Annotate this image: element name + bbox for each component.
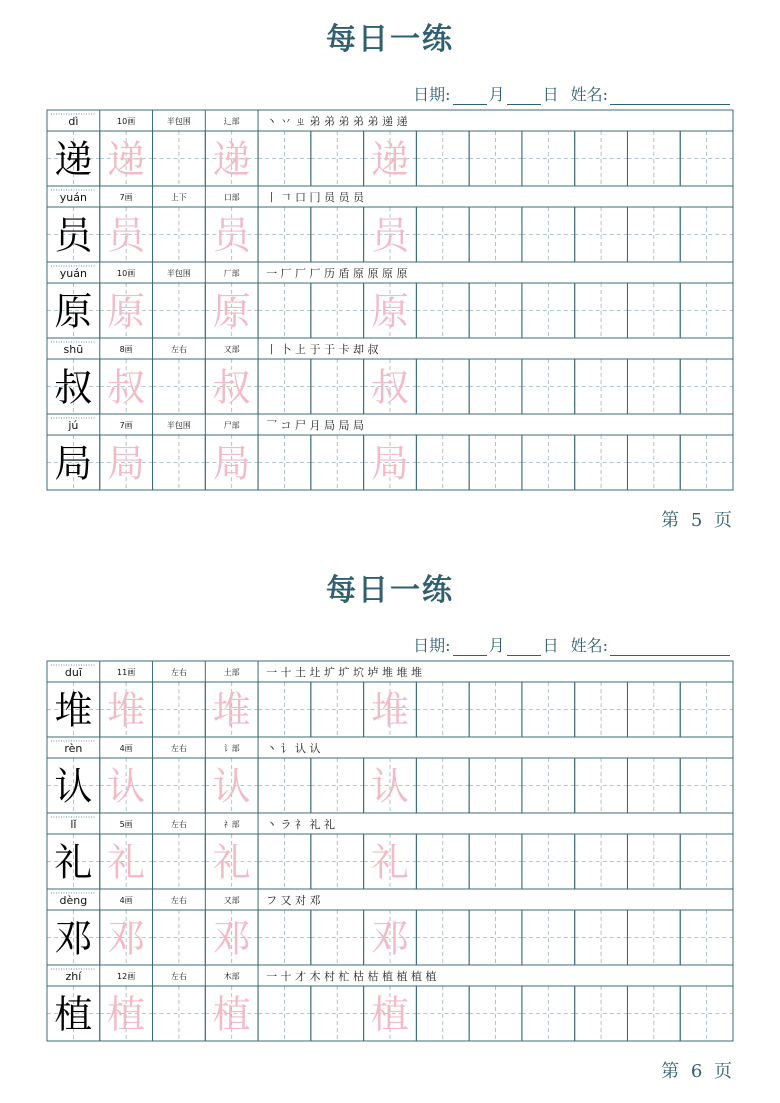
structure-label: 左右 bbox=[170, 896, 187, 905]
practice-cell[interactable] bbox=[258, 131, 311, 186]
trace-character: 员 bbox=[370, 213, 410, 258]
practice-cell[interactable] bbox=[522, 682, 575, 737]
practice-cell[interactable] bbox=[311, 986, 364, 1041]
model-character: 员 bbox=[54, 213, 93, 258]
pinyin-label: lǐ bbox=[70, 818, 77, 831]
pinyin-label: yuán bbox=[59, 191, 87, 204]
practice-cell[interactable] bbox=[258, 834, 311, 889]
trace-character: 礼 bbox=[370, 840, 410, 885]
radical-label: 又部 bbox=[223, 896, 240, 905]
practice-cell[interactable] bbox=[627, 283, 680, 338]
practice-cell[interactable] bbox=[522, 131, 575, 186]
practice-cell[interactable] bbox=[205, 910, 258, 965]
stroke-order: 丶 ラ 礻 礼 礼 bbox=[266, 818, 336, 831]
practice-cell[interactable] bbox=[469, 910, 522, 965]
practice-cell[interactable] bbox=[627, 682, 680, 737]
pinyin-label: zhí bbox=[65, 970, 82, 983]
info-strip bbox=[47, 186, 733, 207]
practice-cell[interactable] bbox=[100, 283, 153, 338]
stroke-order: 丶 丷 ㄓ 弟 弟 弟 弟 弟 递 递 bbox=[266, 115, 408, 128]
info-strip bbox=[47, 414, 733, 435]
stroke-order: 一 厂 厂 厂 历 盾 原 原 原 原 bbox=[266, 267, 408, 280]
practice-cell[interactable] bbox=[416, 910, 469, 965]
radical-label: 土部 bbox=[223, 668, 240, 677]
trace-character: 原 bbox=[212, 289, 251, 334]
practice-cell[interactable] bbox=[416, 131, 469, 186]
structure-label: 半包围 bbox=[166, 117, 191, 126]
stroke-count: 4画 bbox=[119, 896, 133, 905]
practice-cell[interactable] bbox=[575, 283, 628, 338]
trace-character: 认 bbox=[107, 764, 146, 809]
model-character: 叔 bbox=[54, 365, 93, 410]
practice-cell[interactable] bbox=[627, 758, 680, 813]
practice-cell[interactable] bbox=[522, 359, 575, 414]
trace-character: 堆 bbox=[370, 688, 410, 733]
trace-character: 局 bbox=[370, 441, 410, 486]
practice-cell[interactable] bbox=[680, 910, 733, 965]
practice-cell[interactable] bbox=[258, 986, 311, 1041]
practice-cell[interactable] bbox=[575, 359, 628, 414]
trace-character: 递 bbox=[107, 137, 146, 182]
name-label: 姓名: bbox=[570, 85, 608, 104]
char-row bbox=[47, 338, 733, 414]
model-character: 邓 bbox=[54, 916, 93, 961]
model-character: 原 bbox=[54, 289, 93, 334]
info-strip bbox=[47, 338, 733, 359]
practice-cell[interactable] bbox=[416, 435, 469, 490]
practice-cell[interactable] bbox=[258, 910, 311, 965]
info-strip bbox=[47, 889, 733, 910]
practice-cell[interactable] bbox=[205, 682, 258, 737]
practice-cell[interactable] bbox=[100, 359, 153, 414]
trace-character: 认 bbox=[212, 764, 251, 809]
practice-cell[interactable] bbox=[364, 283, 417, 338]
structure-label: 上下 bbox=[170, 193, 187, 202]
practice-cell[interactable] bbox=[469, 758, 522, 813]
trace-character: 植 bbox=[212, 992, 251, 1037]
practice-cell[interactable] bbox=[469, 359, 522, 414]
practice-cell[interactable] bbox=[469, 834, 522, 889]
practice-cell[interactable] bbox=[100, 986, 153, 1041]
practice-cell[interactable] bbox=[522, 435, 575, 490]
radical-label: 讠部 bbox=[223, 744, 240, 753]
practice-cell[interactable] bbox=[205, 131, 258, 186]
practice-cell[interactable] bbox=[469, 283, 522, 338]
practice-cell[interactable] bbox=[311, 682, 364, 737]
practice-cell[interactable] bbox=[100, 758, 153, 813]
stroke-count: 5画 bbox=[119, 820, 133, 829]
practice-cell[interactable] bbox=[575, 834, 628, 889]
practice-cell[interactable] bbox=[680, 207, 733, 262]
structure-label: 半包围 bbox=[166, 269, 191, 278]
structure-label: 左右 bbox=[170, 744, 187, 753]
name-blank[interactable] bbox=[610, 88, 730, 105]
name-blank[interactable] bbox=[610, 639, 730, 656]
radical-label: 口部 bbox=[223, 193, 240, 202]
practice-cell[interactable] bbox=[680, 682, 733, 737]
stroke-count: 7画 bbox=[119, 421, 133, 430]
practice-cell[interactable] bbox=[364, 207, 417, 262]
name-label: 姓名: bbox=[570, 636, 608, 655]
practice-cell[interactable] bbox=[575, 910, 628, 965]
page-title: 每日一练 bbox=[326, 573, 454, 608]
practice-cell[interactable] bbox=[100, 131, 153, 186]
trace-character: 礼 bbox=[107, 840, 146, 885]
practice-cell[interactable] bbox=[416, 682, 469, 737]
month-label: 月 bbox=[488, 636, 505, 655]
practice-cell[interactable] bbox=[311, 910, 364, 965]
structure-label: 左右 bbox=[170, 972, 187, 981]
practice-cell[interactable] bbox=[100, 910, 153, 965]
practice-cell[interactable] bbox=[469, 207, 522, 262]
practice-cell[interactable] bbox=[416, 986, 469, 1041]
practice-cell[interactable] bbox=[416, 207, 469, 262]
stroke-order: フ 又 对 邓 bbox=[266, 894, 321, 907]
practice-cell[interactable] bbox=[522, 834, 575, 889]
practice-cell[interactable] bbox=[575, 435, 628, 490]
pinyin-label: dì bbox=[68, 115, 79, 128]
stroke-count: 11画 bbox=[117, 668, 136, 677]
day-label: 日 bbox=[542, 85, 559, 104]
practice-cell[interactable] bbox=[416, 834, 469, 889]
practice-cell[interactable] bbox=[311, 758, 364, 813]
char-row bbox=[47, 965, 733, 1041]
stroke-order: 一 十 土 圵 圹 圹 坹 垆 堆 堆 堆 bbox=[266, 666, 423, 679]
date-label: 日期: bbox=[413, 636, 451, 655]
trace-character: 递 bbox=[212, 137, 251, 182]
practice-cell[interactable] bbox=[575, 986, 628, 1041]
practice-cell[interactable] bbox=[205, 758, 258, 813]
practice-cell[interactable] bbox=[153, 834, 206, 889]
pinyin-label: duī bbox=[64, 666, 82, 679]
pinyin-label: shū bbox=[63, 343, 84, 356]
practice-cell[interactable] bbox=[364, 834, 417, 889]
trace-character: 递 bbox=[370, 137, 410, 182]
practice-cell[interactable] bbox=[522, 910, 575, 965]
info-strip bbox=[47, 813, 733, 834]
practice-cell[interactable] bbox=[364, 359, 417, 414]
practice-cell[interactable] bbox=[311, 359, 364, 414]
practice-cell[interactable] bbox=[100, 682, 153, 737]
practice-cell[interactable] bbox=[416, 359, 469, 414]
worksheet-page-2 bbox=[0, 551, 780, 1102]
trace-character: 植 bbox=[107, 992, 146, 1037]
practice-cell[interactable] bbox=[153, 283, 206, 338]
char-row bbox=[47, 889, 733, 965]
worksheet-page-1 bbox=[0, 0, 780, 551]
model-char-cell bbox=[47, 131, 100, 186]
radical-label: 尸部 bbox=[223, 421, 240, 430]
model-char-cell bbox=[47, 986, 100, 1041]
model-character: 植 bbox=[54, 992, 93, 1037]
trace-character: 认 bbox=[370, 764, 410, 809]
radical-label: 礻部 bbox=[223, 820, 240, 829]
char-row bbox=[47, 110, 733, 186]
stroke-count: 10画 bbox=[117, 269, 136, 278]
practice-cell[interactable] bbox=[680, 758, 733, 813]
model-char-cell bbox=[47, 435, 100, 490]
stroke-order: 一 十 才 木 村 杧 枯 枯 植 植 植 植 bbox=[266, 970, 437, 983]
practice-cell[interactable] bbox=[469, 986, 522, 1041]
practice-cell[interactable] bbox=[258, 359, 311, 414]
practice-cell[interactable] bbox=[680, 834, 733, 889]
trace-character: 局 bbox=[212, 441, 251, 486]
practice-cell[interactable] bbox=[522, 758, 575, 813]
trace-character: 堆 bbox=[107, 688, 146, 733]
char-row bbox=[47, 414, 733, 490]
page-title: 每日一练 bbox=[326, 22, 454, 57]
day-label: 日 bbox=[542, 636, 559, 655]
model-char-cell bbox=[47, 834, 100, 889]
model-char-cell bbox=[47, 207, 100, 262]
practice-cell[interactable] bbox=[100, 834, 153, 889]
practice-cell[interactable] bbox=[205, 283, 258, 338]
practice-cell[interactable] bbox=[153, 131, 206, 186]
month-blank[interactable] bbox=[453, 88, 487, 105]
radical-label: 辶部 bbox=[223, 117, 240, 126]
practice-cell[interactable] bbox=[627, 834, 680, 889]
practice-cell[interactable] bbox=[680, 283, 733, 338]
header-fields bbox=[413, 82, 732, 105]
pinyin-label: dèng bbox=[59, 894, 88, 907]
trace-character: 叔 bbox=[212, 365, 251, 410]
practice-cell[interactable] bbox=[627, 207, 680, 262]
model-char-cell bbox=[47, 359, 100, 414]
practice-cell[interactable] bbox=[575, 207, 628, 262]
practice-cell[interactable] bbox=[575, 682, 628, 737]
practice-cell[interactable] bbox=[311, 283, 364, 338]
stroke-count: 7画 bbox=[119, 193, 133, 202]
practice-cell[interactable] bbox=[205, 359, 258, 414]
page-number: 第 5 页 bbox=[661, 510, 732, 531]
char-row bbox=[47, 661, 733, 737]
char-row bbox=[47, 262, 733, 338]
practice-cell[interactable] bbox=[680, 359, 733, 414]
stroke-count: 4画 bbox=[119, 744, 133, 753]
practice-cell[interactable] bbox=[522, 986, 575, 1041]
page-number: 第 6 页 bbox=[661, 1061, 732, 1082]
pinyin-label: yuán bbox=[59, 267, 87, 280]
trace-character: 叔 bbox=[107, 365, 146, 410]
practice-cell[interactable] bbox=[416, 283, 469, 338]
day-blank[interactable] bbox=[507, 639, 541, 656]
practice-cell[interactable] bbox=[680, 986, 733, 1041]
practice-cell[interactable] bbox=[627, 986, 680, 1041]
practice-cell[interactable] bbox=[205, 435, 258, 490]
radical-label: 厂部 bbox=[223, 269, 240, 278]
model-character: 礼 bbox=[54, 840, 93, 885]
practice-cell[interactable] bbox=[364, 986, 417, 1041]
practice-cell[interactable] bbox=[258, 435, 311, 490]
practice-cell[interactable] bbox=[311, 131, 364, 186]
practice-cell[interactable] bbox=[469, 131, 522, 186]
practice-cell[interactable] bbox=[311, 207, 364, 262]
practice-cell[interactable] bbox=[258, 207, 311, 262]
trace-character: 邓 bbox=[107, 916, 146, 961]
practice-cell[interactable] bbox=[364, 131, 417, 186]
model-character: 递 bbox=[54, 137, 93, 182]
practice-cell[interactable] bbox=[100, 435, 153, 490]
stroke-count: 12画 bbox=[117, 972, 136, 981]
practice-cell[interactable] bbox=[258, 758, 311, 813]
practice-cell[interactable] bbox=[469, 435, 522, 490]
practice-cell[interactable] bbox=[680, 435, 733, 490]
practice-cell[interactable] bbox=[522, 207, 575, 262]
month-label: 月 bbox=[488, 85, 505, 104]
practice-cell[interactable] bbox=[364, 682, 417, 737]
practice-cell[interactable] bbox=[311, 834, 364, 889]
practice-cell[interactable] bbox=[575, 758, 628, 813]
structure-label: 左右 bbox=[170, 345, 187, 354]
radical-label: 又部 bbox=[223, 345, 240, 354]
model-character: 堆 bbox=[54, 688, 93, 733]
char-row bbox=[47, 813, 733, 889]
model-char-cell bbox=[47, 910, 100, 965]
practice-cell[interactable] bbox=[364, 910, 417, 965]
stroke-count: 10画 bbox=[117, 117, 136, 126]
pinyin-label: rèn bbox=[64, 742, 83, 755]
stroke-order: 乛 コ 尸 月 局 局 局 bbox=[266, 419, 365, 432]
practice-cell[interactable] bbox=[627, 131, 680, 186]
practice-grid bbox=[46, 109, 734, 491]
practice-cell[interactable] bbox=[153, 682, 206, 737]
practice-cell[interactable] bbox=[364, 435, 417, 490]
practice-cell[interactable] bbox=[205, 986, 258, 1041]
trace-character: 原 bbox=[107, 289, 146, 334]
practice-cell[interactable] bbox=[627, 359, 680, 414]
practice-cell[interactable] bbox=[416, 758, 469, 813]
practice-cell[interactable] bbox=[153, 359, 206, 414]
info-strip bbox=[47, 737, 733, 758]
practice-cell[interactable] bbox=[205, 834, 258, 889]
model-character: 局 bbox=[54, 441, 93, 486]
stroke-order: 丶 讠 认 认 bbox=[266, 742, 321, 755]
trace-character: 邓 bbox=[212, 916, 251, 961]
model-character: 认 bbox=[54, 764, 93, 809]
day-blank[interactable] bbox=[507, 88, 541, 105]
practice-cell[interactable] bbox=[364, 758, 417, 813]
radical-label: 木部 bbox=[223, 972, 240, 981]
structure-label: 左右 bbox=[170, 668, 187, 677]
trace-character: 礼 bbox=[212, 840, 251, 885]
month-blank[interactable] bbox=[453, 639, 487, 656]
practice-cell[interactable] bbox=[153, 986, 206, 1041]
practice-cell[interactable] bbox=[258, 682, 311, 737]
practice-cell[interactable] bbox=[100, 207, 153, 262]
trace-character: 叔 bbox=[370, 365, 410, 410]
trace-character: 员 bbox=[212, 213, 251, 258]
practice-cell[interactable] bbox=[627, 910, 680, 965]
trace-character: 原 bbox=[370, 289, 410, 334]
practice-grid bbox=[46, 660, 734, 1042]
trace-character: 植 bbox=[370, 992, 410, 1037]
date-label: 日期: bbox=[413, 85, 451, 104]
structure-label: 半包围 bbox=[166, 421, 191, 430]
trace-character: 邓 bbox=[370, 916, 410, 961]
practice-cell[interactable] bbox=[627, 435, 680, 490]
model-char-cell bbox=[47, 758, 100, 813]
char-row bbox=[47, 737, 733, 813]
practice-cell[interactable] bbox=[575, 131, 628, 186]
practice-cell[interactable] bbox=[311, 435, 364, 490]
trace-character: 局 bbox=[107, 441, 146, 486]
practice-cell[interactable] bbox=[522, 283, 575, 338]
model-char-cell bbox=[47, 283, 100, 338]
header-fields bbox=[413, 633, 732, 656]
pinyin-label: jú bbox=[68, 419, 79, 432]
practice-cell[interactable] bbox=[680, 131, 733, 186]
practice-cell[interactable] bbox=[153, 207, 206, 262]
trace-character: 员 bbox=[107, 213, 146, 258]
stroke-order: 丨 卜 上 于 于 卡 却 叔 bbox=[266, 343, 379, 356]
practice-cell[interactable] bbox=[153, 435, 206, 490]
stroke-order: 丨 𠃍 口 冂 员 员 员 bbox=[266, 191, 365, 204]
stroke-count: 8画 bbox=[119, 345, 133, 354]
char-row bbox=[47, 186, 733, 262]
practice-cell[interactable] bbox=[153, 910, 206, 965]
model-char-cell bbox=[47, 682, 100, 737]
practice-cell[interactable] bbox=[205, 207, 258, 262]
practice-cell[interactable] bbox=[258, 283, 311, 338]
practice-cell[interactable] bbox=[153, 758, 206, 813]
practice-cell[interactable] bbox=[469, 682, 522, 737]
structure-label: 左右 bbox=[170, 820, 187, 829]
trace-character: 堆 bbox=[212, 688, 251, 733]
